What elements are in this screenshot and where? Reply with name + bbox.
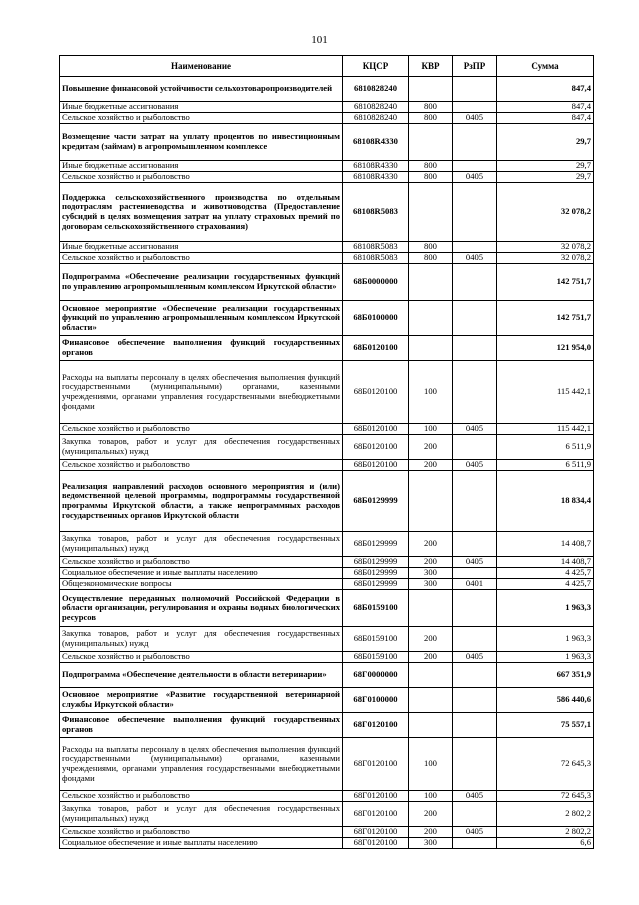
row-name-cell: Основное мероприятие «Обеспечение реализации государственных функций по управлению агропромышленным комплексом Иркутской области» (60, 301, 343, 336)
row-rzpr-cell (453, 627, 497, 652)
row-kvr-cell: 100 (409, 738, 453, 791)
row-sum-cell: 142 751,7 (497, 264, 594, 301)
row-kvr-cell (409, 301, 453, 336)
table-row (60, 791, 594, 802)
row-sum-cell: 32 078,2 (497, 242, 594, 253)
budget-table (59, 55, 594, 849)
row-name-cell: Сельское хозяйство и рыболовство (60, 791, 343, 802)
table-header-row (60, 56, 594, 77)
row-sum-cell: 4 425,7 (497, 579, 594, 590)
row-kcsr-cell: 68108R5083 (343, 183, 409, 242)
row-rzpr-cell (453, 663, 497, 688)
row-rzpr-cell: 0405 (453, 791, 497, 802)
row-name-cell: Повышение финансовой устойчивости сельхозтоваропроизводителей (60, 77, 343, 102)
row-rzpr-cell (453, 336, 497, 361)
row-rzpr-cell (453, 264, 497, 301)
row-kvr-cell (409, 183, 453, 242)
row-kcsr-cell: 68Б0120100 (343, 361, 409, 424)
row-name-cell: Иные бюджетные ассигнования (60, 161, 343, 172)
row-kvr-cell: 200 (409, 532, 453, 557)
row-name-cell: Поддержка сельскохозяйственного производства по отдельным подотраслям растениеводства и животноводства (Предоставление субсидий в целях возмещения затрат на уплату страховых премий по договорам сельскохозяйственного страхования) (60, 183, 343, 242)
table-row (60, 102, 594, 113)
row-sum-cell: 14 408,7 (497, 557, 594, 568)
row-name-cell: Расходы на выплаты персоналу в целях обеспечения выполнения функций государственными (муниципальными) органами, казенными учреждениями, органами управления государственными внебюджетными фондами (60, 361, 343, 424)
row-sum-cell: 6 511,9 (497, 435, 594, 460)
table-row (60, 663, 594, 688)
row-kvr-cell: 200 (409, 827, 453, 838)
row-name-cell: Сельское хозяйство и рыболовство (60, 557, 343, 568)
row-sum-cell: 29,7 (497, 161, 594, 172)
row-kvr-cell: 200 (409, 557, 453, 568)
row-sum-cell: 18 834,4 (497, 471, 594, 532)
row-kvr-cell (409, 336, 453, 361)
table-row (60, 688, 594, 713)
table-row (60, 838, 594, 849)
row-name-cell: Социальное обеспечение и иные выплаты населению (60, 838, 343, 849)
row-kvr-cell: 800 (409, 253, 453, 264)
table-row (60, 77, 594, 102)
row-sum-cell: 847,4 (497, 102, 594, 113)
row-kcsr-cell: 68Б0120100 (343, 336, 409, 361)
row-kcsr-cell: 68Б0120100 (343, 424, 409, 435)
row-kcsr-cell: 68Б0159100 (343, 627, 409, 652)
table-row (60, 336, 594, 361)
row-rzpr-cell (453, 471, 497, 532)
row-rzpr-cell (453, 568, 497, 579)
row-kcsr-cell: 68108R4330 (343, 161, 409, 172)
row-kvr-cell (409, 590, 453, 627)
row-sum-cell: 6 511,9 (497, 460, 594, 471)
row-name-cell: Закупка товаров, работ и услуг для обеспечения государственных (муниципальных) нужд (60, 532, 343, 557)
row-rzpr-cell (453, 532, 497, 557)
row-kvr-cell: 800 (409, 172, 453, 183)
table-row (60, 361, 594, 424)
table-row (60, 435, 594, 460)
row-name-cell: Подпрограмма «Обеспечение деятельности в области ветеринарии» (60, 663, 343, 688)
row-rzpr-cell (453, 77, 497, 102)
header-kcsr: КЦСР (343, 56, 409, 77)
row-name-cell: Сельское хозяйство и рыболовство (60, 424, 343, 435)
row-kcsr-cell: 6810828240 (343, 102, 409, 113)
row-rzpr-cell (453, 713, 497, 738)
row-rzpr-cell (453, 124, 497, 161)
row-kvr-cell (409, 471, 453, 532)
table-row (60, 161, 594, 172)
row-sum-cell: 1 963,3 (497, 652, 594, 663)
row-kvr-cell: 200 (409, 460, 453, 471)
row-kvr-cell: 200 (409, 802, 453, 827)
row-kcsr-cell: 68Б0120100 (343, 435, 409, 460)
row-name-cell: Финансовое обеспечение выполнения функций государственных органов (60, 336, 343, 361)
row-rzpr-cell (453, 102, 497, 113)
table-row (60, 627, 594, 652)
row-name-cell: Возмещение части затрат на уплату процентов по инвестиционным кредитам (займам) в агропромышленном комплексе (60, 124, 343, 161)
header-name: Наименование (60, 56, 343, 77)
row-rzpr-cell: 0401 (453, 579, 497, 590)
row-kvr-cell (409, 264, 453, 301)
row-rzpr-cell (453, 802, 497, 827)
row-rzpr-cell (453, 688, 497, 713)
row-kvr-cell: 300 (409, 579, 453, 590)
row-sum-cell: 847,4 (497, 113, 594, 124)
row-kcsr-cell: 68108R4330 (343, 172, 409, 183)
table-row (60, 827, 594, 838)
header-rzpr: РзПР (453, 56, 497, 77)
row-rzpr-cell (453, 301, 497, 336)
row-name-cell: Сельское хозяйство и рыболовство (60, 827, 343, 838)
row-kcsr-cell: 68Б0129999 (343, 532, 409, 557)
row-name-cell: Сельское хозяйство и рыболовство (60, 253, 343, 264)
row-name-cell: Сельское хозяйство и рыболовство (60, 652, 343, 663)
row-name-cell: Осуществление переданных полномочий Российской Федерации в области организации, регулирования и охраны водных биологических ресурсов (60, 590, 343, 627)
table-row (60, 460, 594, 471)
row-name-cell: Закупка товаров, работ и услуг для обеспечения государственных (муниципальных) нужд (60, 435, 343, 460)
row-name-cell: Иные бюджетные ассигнования (60, 242, 343, 253)
row-sum-cell: 847,4 (497, 77, 594, 102)
row-name-cell: Сельское хозяйство и рыболовство (60, 113, 343, 124)
row-rzpr-cell: 0405 (453, 172, 497, 183)
table-row (60, 532, 594, 557)
row-kcsr-cell: 68108R5083 (343, 242, 409, 253)
row-kcsr-cell: 68Г0100000 (343, 688, 409, 713)
row-name-cell: Расходы на выплаты персоналу в целях обеспечения выполнения функций государственными (муниципальными) органами, казенными учреждениями, органами управления государственными внебюджетными фондами (60, 738, 343, 791)
table-row (60, 471, 594, 532)
table-row (60, 652, 594, 663)
table-row (60, 738, 594, 791)
row-sum-cell: 1 963,3 (497, 590, 594, 627)
row-kcsr-cell: 68Г0120100 (343, 827, 409, 838)
table-row (60, 113, 594, 124)
row-kvr-cell: 800 (409, 102, 453, 113)
page-number: 101 (311, 34, 328, 46)
row-sum-cell: 115 442,1 (497, 424, 594, 435)
row-kcsr-cell: 68Г0120100 (343, 713, 409, 738)
row-kcsr-cell: 68108R5083 (343, 253, 409, 264)
row-kvr-cell (409, 124, 453, 161)
row-kvr-cell: 200 (409, 435, 453, 460)
row-sum-cell: 121 954,0 (497, 336, 594, 361)
row-sum-cell: 142 751,7 (497, 301, 594, 336)
row-rzpr-cell: 0405 (453, 827, 497, 838)
row-name-cell: Сельское хозяйство и рыболовство (60, 172, 343, 183)
row-rzpr-cell: 0405 (453, 424, 497, 435)
row-sum-cell: 72 645,3 (497, 791, 594, 802)
row-kvr-cell (409, 713, 453, 738)
row-kvr-cell: 300 (409, 838, 453, 849)
row-sum-cell: 2 802,2 (497, 827, 594, 838)
row-kvr-cell: 800 (409, 161, 453, 172)
table-row (60, 264, 594, 301)
row-sum-cell: 14 408,7 (497, 532, 594, 557)
row-name-cell: Реализация направлений расходов основного мероприятия и (или) ведомственной целевой программы, подпрограммы государственной программы Иркутской области, а также непрограммных расходов государственных органов Иркутской области (60, 471, 343, 532)
row-rzpr-cell (453, 738, 497, 791)
row-kcsr-cell: 68Б0120100 (343, 460, 409, 471)
row-name-cell: Подпрограмма «Обеспечение реализации государственных функций по управлению агропромышленным комплексом Иркутской области» (60, 264, 343, 301)
row-kcsr-cell: 68Б0159100 (343, 652, 409, 663)
table-row (60, 124, 594, 161)
row-kcsr-cell: 68Б0129999 (343, 579, 409, 590)
table-row (60, 579, 594, 590)
table-row (60, 242, 594, 253)
table-row (60, 568, 594, 579)
row-kcsr-cell: 68Г0120100 (343, 738, 409, 791)
row-kcsr-cell: 68Б0000000 (343, 264, 409, 301)
row-kcsr-cell: 68Б0129999 (343, 557, 409, 568)
row-kcsr-cell: 68Б0159100 (343, 590, 409, 627)
row-kcsr-cell: 68Б0129999 (343, 568, 409, 579)
row-kvr-cell (409, 663, 453, 688)
row-sum-cell: 586 440,6 (497, 688, 594, 713)
row-name-cell: Социальное обеспечение и иные выплаты населению (60, 568, 343, 579)
row-kcsr-cell: 68Г0120100 (343, 802, 409, 827)
row-sum-cell: 29,7 (497, 124, 594, 161)
row-rzpr-cell: 0405 (453, 557, 497, 568)
row-kcsr-cell: 68Г0120100 (343, 791, 409, 802)
row-name-cell: Основное мероприятие «Развитие государственной ветеринарной службы Иркутской области» (60, 688, 343, 713)
row-sum-cell: 1 963,3 (497, 627, 594, 652)
table-row (60, 424, 594, 435)
row-kcsr-cell: 68Г0000000 (343, 663, 409, 688)
row-name-cell: Финансовое обеспечение выполнения функций государственных органов (60, 713, 343, 738)
row-rzpr-cell (453, 590, 497, 627)
row-sum-cell: 115 442,1 (497, 361, 594, 424)
row-name-cell: Сельское хозяйство и рыболовство (60, 460, 343, 471)
row-kvr-cell: 100 (409, 791, 453, 802)
row-kvr-cell: 200 (409, 652, 453, 663)
row-rzpr-cell (453, 838, 497, 849)
row-kcsr-cell: 68108R4330 (343, 124, 409, 161)
row-sum-cell: 4 425,7 (497, 568, 594, 579)
row-kcsr-cell: 6810828240 (343, 113, 409, 124)
row-kvr-cell: 100 (409, 424, 453, 435)
row-kvr-cell: 800 (409, 113, 453, 124)
row-kvr-cell: 200 (409, 627, 453, 652)
row-kvr-cell: 800 (409, 242, 453, 253)
table-row (60, 590, 594, 627)
row-name-cell: Закупка товаров, работ и услуг для обеспечения государственных (муниципальных) нужд (60, 627, 343, 652)
table-row (60, 172, 594, 183)
row-rzpr-cell (453, 183, 497, 242)
row-rzpr-cell (453, 242, 497, 253)
row-kvr-cell (409, 688, 453, 713)
row-sum-cell: 72 645,3 (497, 738, 594, 791)
row-sum-cell: 32 078,2 (497, 183, 594, 242)
table-row (60, 253, 594, 264)
table-row (60, 183, 594, 242)
row-sum-cell: 2 802,2 (497, 802, 594, 827)
table-row (60, 802, 594, 827)
row-sum-cell: 29,7 (497, 172, 594, 183)
header-kvr: КВР (409, 56, 453, 77)
row-sum-cell: 667 351,9 (497, 663, 594, 688)
row-rzpr-cell (453, 435, 497, 460)
row-sum-cell: 32 078,2 (497, 253, 594, 264)
row-sum-cell: 6,6 (497, 838, 594, 849)
row-sum-cell: 75 557,1 (497, 713, 594, 738)
row-kvr-cell: 100 (409, 361, 453, 424)
row-rzpr-cell: 0405 (453, 253, 497, 264)
row-name-cell: Закупка товаров, работ и услуг для обеспечения государственных (муниципальных) нужд (60, 802, 343, 827)
header-sum: Сумма (497, 56, 594, 77)
row-name-cell: Иные бюджетные ассигнования (60, 102, 343, 113)
row-kcsr-cell: 68Г0120100 (343, 838, 409, 849)
table-row (60, 557, 594, 568)
row-rzpr-cell: 0405 (453, 652, 497, 663)
row-kcsr-cell: 68Б0129999 (343, 471, 409, 532)
row-rzpr-cell (453, 361, 497, 424)
table-row (60, 713, 594, 738)
row-rzpr-cell (453, 161, 497, 172)
row-kcsr-cell: 6810828240 (343, 77, 409, 102)
row-kvr-cell (409, 77, 453, 102)
row-kcsr-cell: 68Б0100000 (343, 301, 409, 336)
row-name-cell: Общеэкономические вопросы (60, 579, 343, 590)
row-kvr-cell: 300 (409, 568, 453, 579)
row-rzpr-cell: 0405 (453, 460, 497, 471)
row-rzpr-cell: 0405 (453, 113, 497, 124)
table-row (60, 301, 594, 336)
